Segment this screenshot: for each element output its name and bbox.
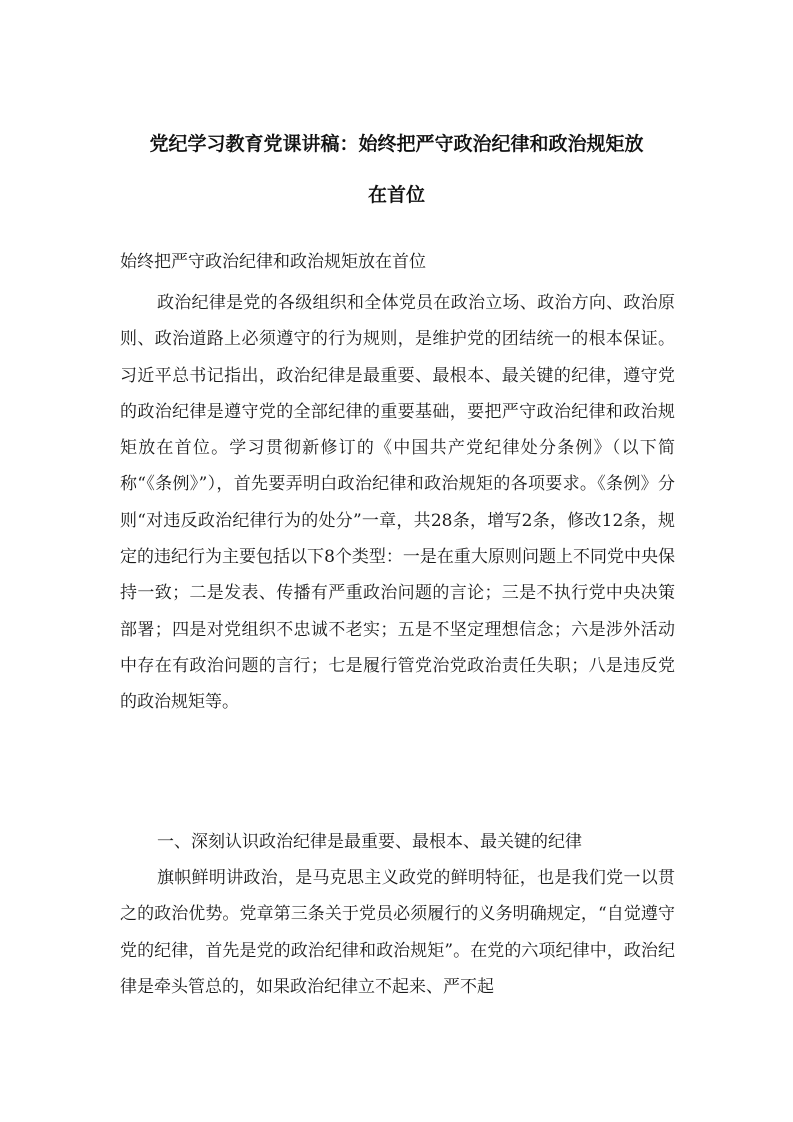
body-paragraph-intro: 政治纪律是党的各级组织和全体党员在政治立场、政治方向、政治原则、政治道路上必须遵守的行为规则，是维护党的团结统一的根本保证。习近平总书记指出，政治纪律是最重要、最根本、最关键的纪律，遵守党的政治纪律是遵守党的全部纪律的重要基础，要把严守政治纪律和政治规矩放在首位。学习贯彻新修订的《中国共产党纪律处分条例》（以下简称“《条例》”），首先要弄明白政治纪律和政治规矩的各项要求。《条例》分则“对违反政治纪律行为的处分”一章，共28条，增写2条，修改12条，规定的违纪行为主要包括以下8个类型：一是在重大原则问题上不同党中央保持一致；二是发表、传播有严重政治问题的言论；三是不执行党中央决策部署；四是对党组织不忠诚不老实；五是不坚定理想信念；六是涉外活动中存在有政治问题的言行；七是履行管党治党政治责任失职；八是违反党的政治规矩等。: [120, 293, 675, 713]
document-title-line-2: 在首位: [367, 184, 425, 206]
body-paragraph-section-1: 旗帜鲜明讲政治，是马克思主义政党的鲜明特征，也是我们党一以贯之的政治优势。党章第三条关于党员必须履行的义务明确规定，“自觉遵守党的纪律，首先是党的政治纪律和政治规矩”。在党的六项纪律中，政治纪律是牵头管总的，如果政治纪律立不起来、严不起: [120, 868, 675, 997]
document-subtitle: 始终把严守政治纪律和政治规矩放在首位: [120, 252, 426, 272]
document-title-line-1: 党纪学习教育党课讲稿：始终把严守政治纪律和政治规矩放: [149, 133, 644, 155]
section-heading-1: 一、深刻认识政治纪律是最重要、最根本、最关键的纪律: [157, 832, 582, 852]
